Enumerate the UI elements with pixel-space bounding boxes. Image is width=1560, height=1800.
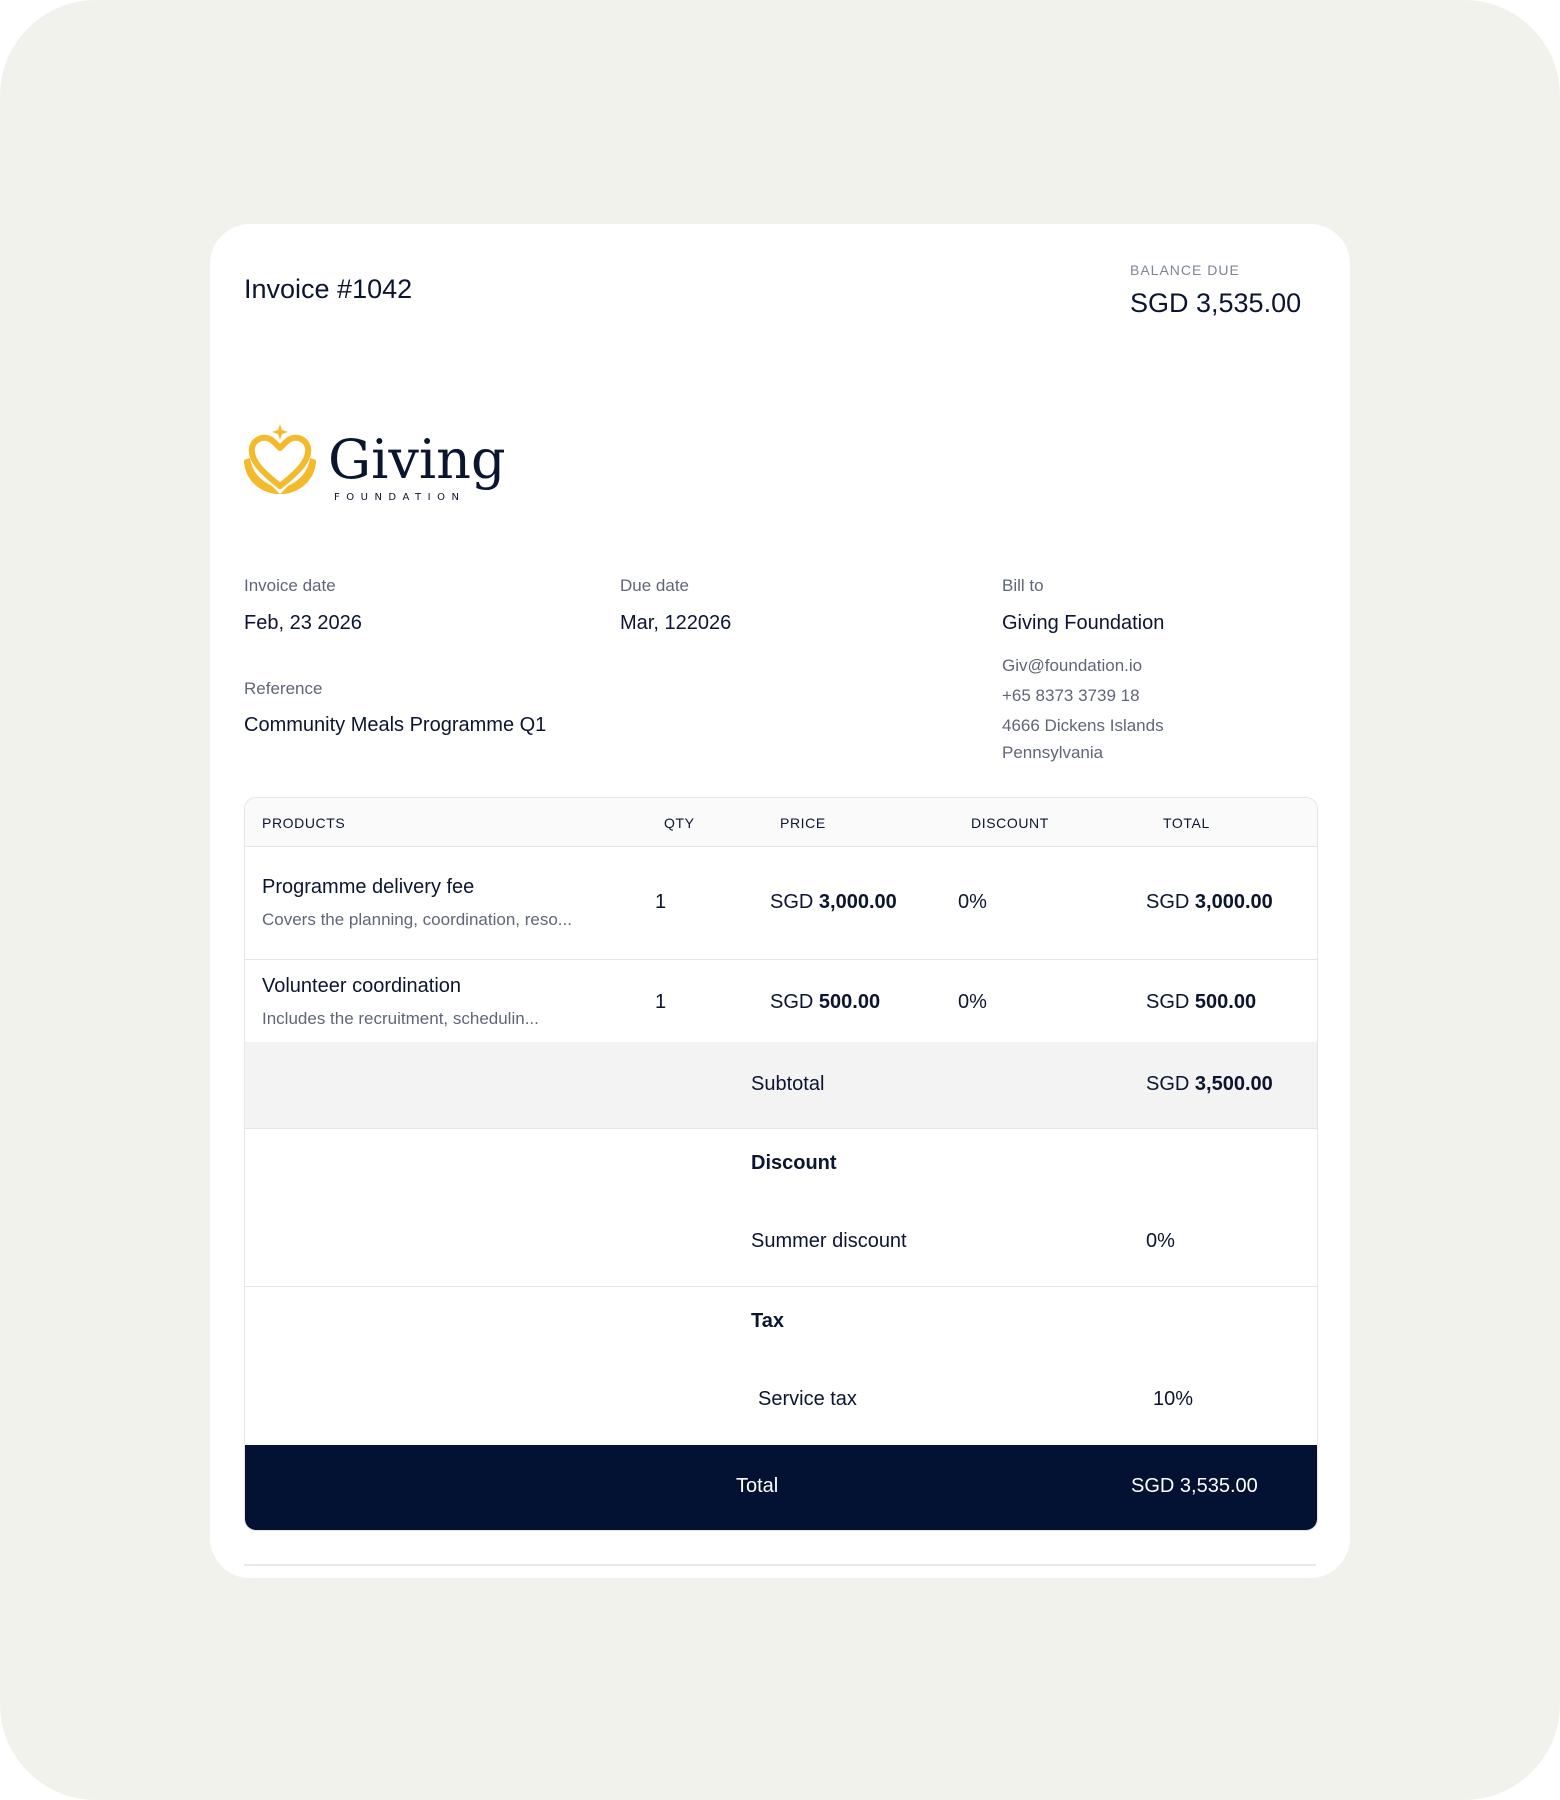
bill-to-label: Bill to	[1002, 576, 1044, 595]
invoice-date-label: Invoice date	[244, 576, 336, 595]
tax-value: 10%	[1153, 1388, 1194, 1410]
invoice-items-table	[244, 797, 1318, 1531]
invoice-date-value: Feb, 23 2026	[244, 612, 362, 634]
footer-divider	[244, 1564, 1316, 1566]
item-price: SGD 3,000.00	[770, 891, 897, 913]
balance-due-value: SGD 3,535.00	[1130, 288, 1302, 318]
table-row	[245, 959, 1317, 1043]
bill-to-name: Giving Foundation	[1002, 612, 1165, 634]
item-name: Programme delivery fee	[262, 876, 475, 898]
item-discount: 0%	[958, 891, 987, 913]
heart-hands-icon	[242, 420, 512, 504]
subtotal-value: SGD 3,500.00	[1146, 1073, 1273, 1095]
table-header	[245, 798, 1317, 847]
bill-to-email: Giv@foundation.io	[1002, 656, 1143, 675]
item-description: Covers the planning, coordination, reso...	[262, 910, 572, 929]
giving-foundation-logo	[242, 420, 512, 504]
logo-wordmark: Giving	[328, 428, 506, 491]
due-date-value: Mar, 122026	[620, 612, 732, 634]
item-discount: 0%	[958, 991, 987, 1013]
discount-section-label: Discount	[751, 1152, 837, 1174]
header-qty: QTY	[664, 815, 695, 831]
discount-value: 0%	[1146, 1230, 1175, 1252]
logo-tagline: FOUNDATION	[334, 492, 466, 503]
subtotal-label: Subtotal	[751, 1073, 825, 1095]
total-row	[245, 1445, 1317, 1530]
item-price: SGD 500.00	[770, 991, 881, 1013]
invoice-card	[210, 224, 1350, 1578]
discount-name: Summer discount	[751, 1230, 907, 1252]
subtotal-row	[245, 1042, 1317, 1129]
due-date-label: Due date	[620, 576, 689, 595]
item-qty: 1	[655, 891, 667, 913]
invoice-title: Invoice #1042	[244, 274, 413, 304]
item-total: SGD 3,000.00	[1146, 891, 1273, 913]
total-label: Total	[736, 1475, 779, 1497]
item-name: Volunteer coordination	[262, 975, 462, 997]
item-description: Includes the recruitment, schedulin...	[262, 1009, 539, 1028]
balance-due-label: BALANCE DUE	[1130, 262, 1240, 278]
item-total: SGD 500.00	[1146, 991, 1257, 1013]
tax-section-label: Tax	[751, 1310, 784, 1332]
discount-section	[245, 1128, 1317, 1287]
reference-label: Reference	[244, 679, 323, 698]
bill-to-address-line2: Pennsylvania	[1002, 743, 1104, 762]
tax-section	[245, 1286, 1317, 1445]
tax-name: Service tax	[758, 1388, 857, 1410]
item-qty: 1	[655, 991, 667, 1013]
reference-value: Community Meals Programme Q1	[244, 714, 547, 736]
header-price: PRICE	[780, 815, 826, 831]
total-value: SGD 3,535.00	[1131, 1475, 1258, 1497]
bill-to-address-line1: 4666 Dickens Islands	[1002, 716, 1164, 735]
header-discount: DISCOUNT	[971, 815, 1049, 831]
header-products: PRODUCTS	[262, 815, 346, 831]
table-row	[245, 846, 1317, 960]
bill-to-phone: +65 8373 3739 18	[1002, 686, 1140, 705]
header-total: TOTAL	[1163, 815, 1210, 831]
